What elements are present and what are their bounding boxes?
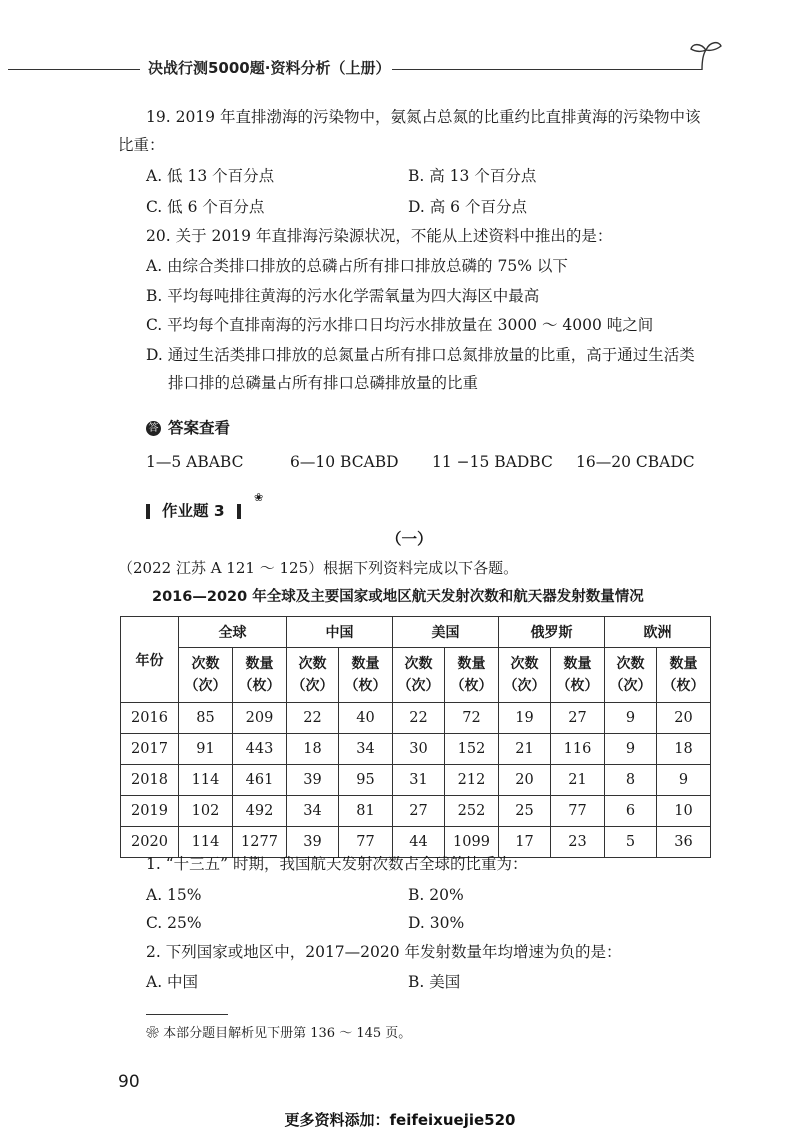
year-cell: 2017 (121, 734, 179, 765)
table-cell: 102 (179, 796, 233, 827)
table-cell: 30 (393, 734, 445, 765)
answer-group-4: 16—20 CBADC (576, 453, 695, 471)
t1-option-d: D. 30% (408, 914, 465, 932)
table-cell: 21 (551, 765, 605, 796)
table-row (121, 765, 711, 796)
q19-option-a: A. 低 13 个百分点 (146, 167, 275, 185)
subheader-count-unit: （次） (503, 678, 546, 694)
homework-bar-left (146, 504, 150, 519)
table-cell: 21 (499, 734, 551, 765)
q20-option-a: A. 由综合类排口排放的总磷占所有排口排放总磷的 75% 以下 (146, 257, 568, 275)
table-cell: 34 (339, 734, 393, 765)
t2-option-a: A. 中国 (146, 973, 199, 991)
q20-option-b: B. 平均每吨排往黄海的污水化学需氧量为四大海区中最高 (146, 287, 540, 305)
subheader-row (121, 648, 711, 703)
table-cell: 9 (657, 765, 711, 796)
subheader-count-label: 次数 (404, 656, 433, 672)
section-heading: （一） (386, 530, 433, 548)
subheader-count-unit: （次） (291, 678, 334, 694)
subheader-quantity (657, 648, 711, 703)
year-cell: 2016 (121, 703, 179, 734)
table-cell: 20 (499, 765, 551, 796)
subheader-count-unit: （次） (184, 678, 227, 694)
group-header-usa: 美国 (393, 617, 499, 648)
subheader-count-label: 次数 (616, 656, 645, 672)
book-title: 决战行测5000题·资料分析（上册） (148, 59, 391, 77)
table-cell: 212 (445, 765, 499, 796)
q20-option-d-line1: D. 通过生活类排口排放的总氮量占所有排口总氮排放量的比重，高于通过生活类 (146, 346, 695, 364)
subheader-count-label: 次数 (298, 656, 327, 672)
header-rule-left (8, 69, 140, 70)
page-number: 90 (118, 1072, 140, 1092)
table-cell: 152 (445, 734, 499, 765)
subheader-quantity-unit: （枚） (662, 678, 705, 694)
table-cell: 8 (605, 765, 657, 796)
year-header: 年份 (121, 617, 179, 703)
subheader-count (179, 648, 233, 703)
table-cell: 461 (233, 765, 287, 796)
table-cell: 23 (551, 827, 605, 858)
answer-group-2: 6—10 BCABD (290, 453, 399, 471)
header-rule-right (392, 69, 702, 70)
sprout-icon (688, 38, 724, 72)
q19-option-c: C. 低 6 个百分点 (146, 198, 265, 216)
table-cell: 1277 (233, 827, 287, 858)
table-cell: 22 (287, 703, 339, 734)
table-cell: 85 (179, 703, 233, 734)
table-cell: 17 (499, 827, 551, 858)
table-cell: 9 (605, 734, 657, 765)
table-cell: 27 (551, 703, 605, 734)
footnote-rule (146, 1014, 228, 1015)
subheader-quantity-label: 数量 (245, 656, 274, 672)
table-cell: 18 (287, 734, 339, 765)
q19-stem-line2: 比重： (118, 136, 165, 154)
answer-badge-icon: 答 (146, 421, 161, 436)
subheader-count-label: 次数 (510, 656, 539, 672)
subheader-quantity-unit: （枚） (450, 678, 493, 694)
table-cell: 10 (657, 796, 711, 827)
q20-stem: 20. 关于 2019 年直排海污染源状况，不能从上述资料中推出的是： (146, 227, 613, 245)
subheader-count-label: 次数 (191, 656, 220, 672)
table-cell: 209 (233, 703, 287, 734)
year-cell: 2018 (121, 765, 179, 796)
subheader-quantity-unit: （枚） (344, 678, 387, 694)
t1-option-b: B. 20% (408, 886, 464, 904)
table-cell: 34 (287, 796, 339, 827)
table-cell: 27 (393, 796, 445, 827)
t1-stem: 1. “十三五” 时期，我国航天发射次数占全球的比重为： (146, 855, 528, 873)
table-cell: 91 (179, 734, 233, 765)
table-cell: 25 (499, 796, 551, 827)
footnote: ❀ 本部分题目解析见下册第 136 ～ 145 页。 (146, 1026, 412, 1041)
subheader-quantity-label: 数量 (457, 656, 486, 672)
table-cell: 492 (233, 796, 287, 827)
table-cell: 40 (339, 703, 393, 734)
source-line: （2022 江苏 A 121 ～ 125）根据下列资料完成以下各题。 (118, 559, 519, 577)
subheader-quantity (445, 648, 499, 703)
t2-option-b: B. 美国 (408, 973, 461, 991)
subheader-count (499, 648, 551, 703)
flower-mark-icon: ❀ (254, 491, 264, 504)
t1-option-a: A. 15% (146, 886, 202, 904)
table-title: 2016—2020 年全球及主要国家或地区航天发射次数和航天器发射数量情况 (152, 589, 644, 605)
subheader-count-unit: （次） (609, 678, 652, 694)
table-cell: 39 (287, 765, 339, 796)
subheader-count-unit: （次） (397, 678, 440, 694)
table-cell: 9 (605, 703, 657, 734)
year-cell: 2020 (121, 827, 179, 858)
subheader-count (605, 648, 657, 703)
table-cell: 5 (605, 827, 657, 858)
table-cell: 116 (551, 734, 605, 765)
subheader-quantity-unit: （枚） (556, 678, 599, 694)
table-cell: 77 (339, 827, 393, 858)
year-cell: 2019 (121, 796, 179, 827)
q20-option-d-line2: 排口排的总磷量占所有排口总磷排放量的比重 (168, 374, 479, 392)
launch-table (120, 616, 711, 858)
table-cell: 81 (339, 796, 393, 827)
group-header-europe: 欧洲 (605, 617, 711, 648)
table-cell: 95 (339, 765, 393, 796)
table-cell: 114 (179, 765, 233, 796)
table-cell: 20 (657, 703, 711, 734)
subheader-quantity-label: 数量 (563, 656, 592, 672)
table-cell: 39 (287, 827, 339, 858)
subheader-quantity (233, 648, 287, 703)
table-cell: 31 (393, 765, 445, 796)
answer-group-1: 1—5 ABABC (146, 453, 244, 471)
homework-bar-right (237, 504, 241, 519)
table-row (121, 796, 711, 827)
table-cell: 443 (233, 734, 287, 765)
t2-stem: 2. 下列国家或地区中，2017—2020 年发射数量年均增速为负的是： (146, 943, 622, 961)
q19-option-b: B. 高 13 个百分点 (408, 167, 537, 185)
table-cell: 72 (445, 703, 499, 734)
table-cell: 44 (393, 827, 445, 858)
table-cell: 1099 (445, 827, 499, 858)
table-row (121, 734, 711, 765)
table-cell: 6 (605, 796, 657, 827)
subheader-quantity (551, 648, 605, 703)
table-cell: 22 (393, 703, 445, 734)
subheader-quantity-label: 数量 (669, 656, 698, 672)
q19-stem-line1: 19. 2019 年直排渤海的污染物中，氨氮占总氮的比重约比直排黄海的污染物中该 (146, 108, 701, 126)
table-cell: 19 (499, 703, 551, 734)
q19-option-d: D. 高 6 个百分点 (408, 198, 527, 216)
promo-text: 更多资料添加：feifeixuejie520 (284, 1111, 516, 1129)
table-cell: 252 (445, 796, 499, 827)
subheader-count (393, 648, 445, 703)
homework-label: 作业题 3 (162, 502, 225, 520)
subheader-count (287, 648, 339, 703)
group-header-russia: 俄罗斯 (499, 617, 605, 648)
answer-heading: 答案查看 (168, 419, 231, 437)
table-cell: 77 (551, 796, 605, 827)
table-cell: 114 (179, 827, 233, 858)
q20-option-c: C. 平均每个直排南海的污水排口日均污水排放量在 3000 ～ 4000 吨之间 (146, 316, 654, 334)
t1-option-c: C. 25% (146, 914, 202, 932)
subheader-quantity (339, 648, 393, 703)
subheader-quantity-unit: （枚） (238, 678, 281, 694)
group-header-global: 全球 (179, 617, 287, 648)
table-cell: 18 (657, 734, 711, 765)
table-row (121, 703, 711, 734)
table-cell: 36 (657, 827, 711, 858)
group-header-china: 中国 (287, 617, 393, 648)
answer-group-3: 11 −15 BADBC (432, 453, 553, 471)
subheader-quantity-label: 数量 (351, 656, 380, 672)
